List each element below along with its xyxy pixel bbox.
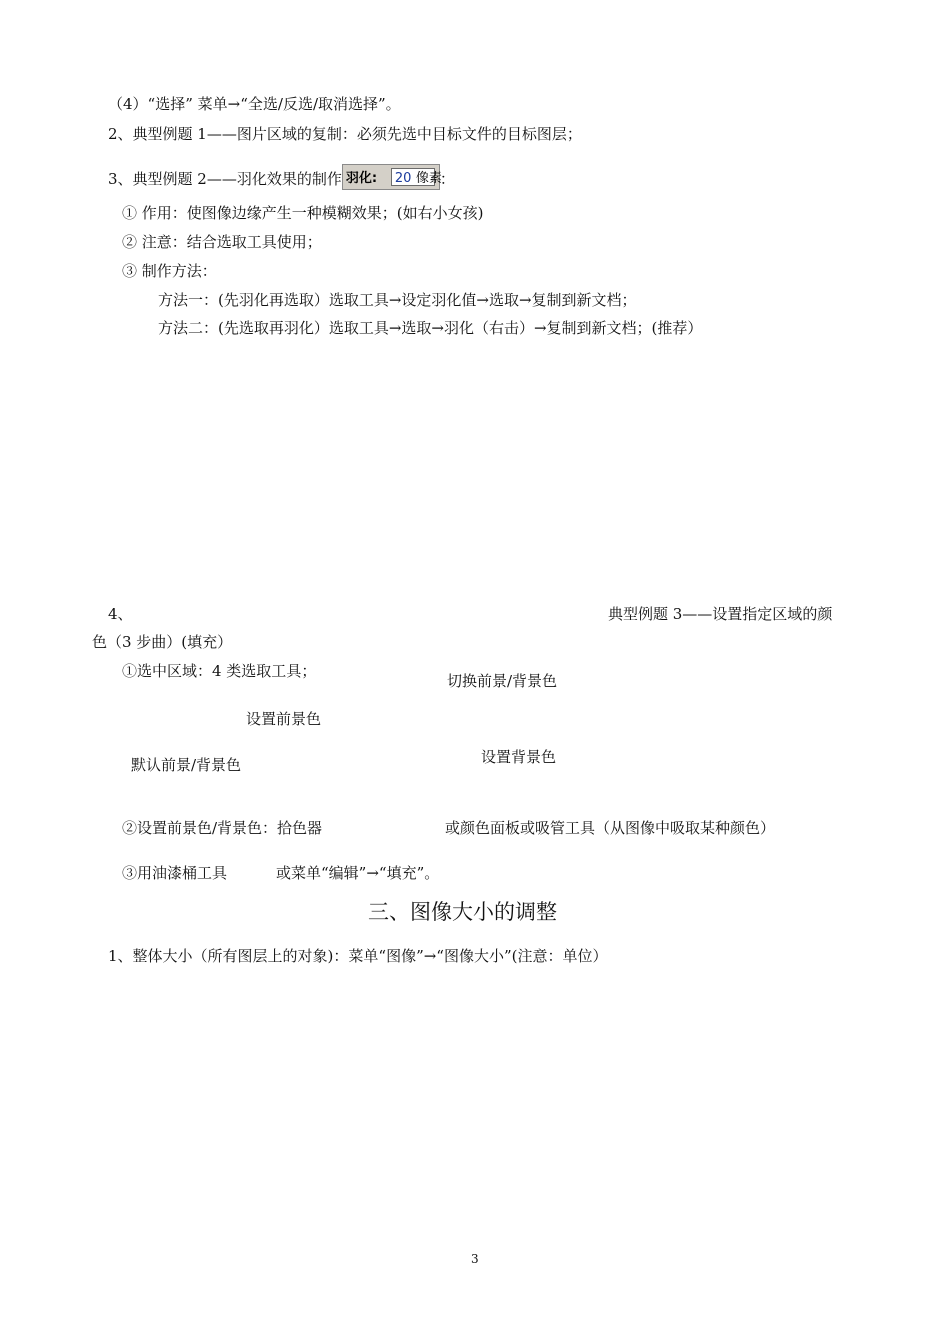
section-heading: 三、图像大小的调整	[368, 900, 557, 924]
feather-value: 20	[394, 171, 412, 186]
step-3-line: ③用油漆桶工具	[122, 864, 228, 882]
feather-label: 羽化:	[345, 171, 378, 186]
method-two-line: 方法二：(先选取再羽化）选取工具→选取→羽化（右击）→复制到新文档；(推荐）	[158, 319, 703, 337]
step-2-alternatives: 或颜色面板或吸管工具（从图像中吸取某种颜色）	[445, 819, 776, 837]
callout-switch-colors: 切换前景/背景色	[447, 672, 558, 690]
feather-method-line: ③ 制作方法：	[122, 262, 217, 280]
select-menu-line: （4）“选择” 菜单→“全选/反选/取消选择”。	[108, 95, 401, 113]
page-number: 3	[471, 1252, 479, 1266]
example-2-colon: ：	[439, 170, 455, 188]
example-3-title: 典型例题 3——设置指定区域的颜	[608, 605, 833, 623]
image-size-line: 1、整体大小（所有图层上的对象)：菜单“图像”→“图像大小”(注意：单位）	[108, 947, 608, 965]
callout-set-foreground: 设置前景色	[246, 710, 322, 728]
feather-purpose-line: ① 作用：使图像边缘产生一种模糊效果；(如右小女孩)	[122, 204, 484, 222]
example-3-continuation: 色（3 步曲）(填充）	[92, 633, 233, 651]
example-2-line	[108, 167, 455, 193]
step-2-line: ②设置前景色/背景色：拾色器	[122, 819, 323, 837]
callout-set-background: 设置背景色	[481, 748, 557, 766]
method-one-line: 方法一：(先羽化再选取）选取工具→设定羽化值→选取→复制到新文档；	[158, 291, 637, 309]
example-1-line: 2、典型例题 1——图片区域的复制：必须先选中目标文件的目标图层；	[108, 125, 582, 143]
example-3-number: 4、	[108, 605, 133, 623]
feather-value-field	[391, 168, 442, 186]
feather-note-line: ② 注意：结合选取工具使用；	[122, 233, 322, 251]
step-1-line: ①选中区域：4 类选取工具；	[122, 662, 317, 680]
feather-widget	[342, 164, 440, 190]
feather-unit: 像素	[415, 171, 442, 186]
callout-default-colors: 默认前景/背景色	[131, 756, 242, 774]
example-2-text: 3、典型例题 2——羽化效果的制作	[108, 170, 342, 188]
step-3-alternative: 或菜单“编辑”→“填充”。	[276, 864, 440, 882]
